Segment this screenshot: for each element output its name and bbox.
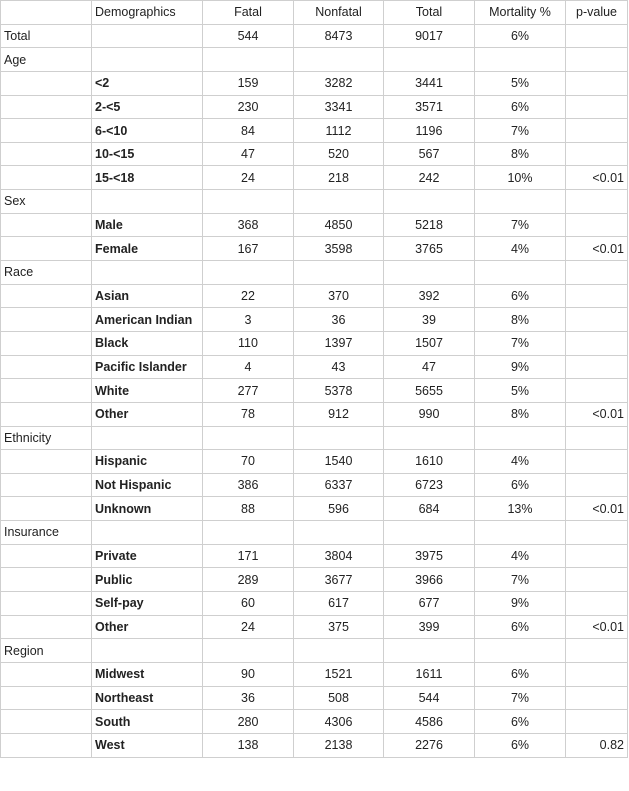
p-value-cell — [566, 95, 628, 119]
table-row — [1, 497, 628, 521]
group-label — [1, 308, 92, 332]
total-cell: 399 — [384, 615, 475, 639]
total-cell: 1611 — [384, 662, 475, 686]
p-value-cell — [566, 355, 628, 379]
table-row — [1, 95, 628, 119]
mortality-cell: 4% — [475, 450, 566, 474]
p-value-cell: <0.01 — [566, 402, 628, 426]
mortality-cell — [475, 48, 566, 72]
subgroup-label: 2-<5 — [92, 95, 203, 119]
group-row — [1, 190, 628, 214]
group-label: Sex — [1, 190, 92, 214]
subgroup-label: White — [92, 379, 203, 403]
group-label: Ethnicity — [1, 426, 92, 450]
table-row — [1, 450, 628, 474]
group-label: Region — [1, 639, 92, 663]
total-cell: 9017 — [384, 24, 475, 48]
total-cell — [384, 190, 475, 214]
nonfatal-cell: 1540 — [294, 450, 384, 474]
table-row — [1, 686, 628, 710]
mortality-cell: 6% — [475, 733, 566, 757]
fatal-cell: 24 — [203, 166, 294, 190]
subgroup-label: 6-<10 — [92, 119, 203, 143]
group-label — [1, 568, 92, 592]
group-label — [1, 166, 92, 190]
nonfatal-cell: 1112 — [294, 119, 384, 143]
nonfatal-cell: 4850 — [294, 213, 384, 237]
p-value-cell — [566, 331, 628, 355]
subgroup-label — [92, 639, 203, 663]
nonfatal-cell: 3341 — [294, 95, 384, 119]
fatal-cell — [203, 48, 294, 72]
table-row — [1, 308, 628, 332]
nonfatal-cell — [294, 521, 384, 545]
fatal-cell: 138 — [203, 733, 294, 757]
p-value-cell — [566, 190, 628, 214]
fatal-cell — [203, 639, 294, 663]
nonfatal-cell: 596 — [294, 497, 384, 521]
total-cell: 392 — [384, 284, 475, 308]
p-value-cell: 0.82 — [566, 733, 628, 757]
group-label — [1, 119, 92, 143]
fatal-cell: 60 — [203, 592, 294, 616]
subgroup-label: South — [92, 710, 203, 734]
group-label — [1, 402, 92, 426]
total-cell: 544 — [384, 686, 475, 710]
subgroup-label: Female — [92, 237, 203, 261]
nonfatal-cell: 370 — [294, 284, 384, 308]
mortality-cell: 9% — [475, 592, 566, 616]
nonfatal-cell: 4306 — [294, 710, 384, 734]
p-value-cell — [566, 48, 628, 72]
fatal-cell: 36 — [203, 686, 294, 710]
nonfatal-cell: 3598 — [294, 237, 384, 261]
total-cell: 5655 — [384, 379, 475, 403]
subgroup-label: Not Hispanic — [92, 473, 203, 497]
nonfatal-cell: 1521 — [294, 662, 384, 686]
column-header-total: Total — [384, 1, 475, 25]
total-cell — [384, 521, 475, 545]
nonfatal-cell: 375 — [294, 615, 384, 639]
nonfatal-cell: 2138 — [294, 733, 384, 757]
table-row — [1, 142, 628, 166]
total-cell: 47 — [384, 355, 475, 379]
mortality-cell: 6% — [475, 473, 566, 497]
subgroup-label: Male — [92, 213, 203, 237]
fatal-cell — [203, 190, 294, 214]
subgroup-label: American Indian — [92, 308, 203, 332]
table-row — [1, 710, 628, 734]
group-label — [1, 379, 92, 403]
total-cell: 1196 — [384, 119, 475, 143]
group-label — [1, 450, 92, 474]
mortality-cell: 6% — [475, 284, 566, 308]
table-row — [1, 733, 628, 757]
table-row — [1, 615, 628, 639]
column-header-mortality: Mortality % — [475, 1, 566, 25]
p-value-cell — [566, 142, 628, 166]
total-cell: 242 — [384, 166, 475, 190]
fatal-cell: 368 — [203, 213, 294, 237]
subgroup-label: <2 — [92, 71, 203, 95]
column-header-demographics: Demographics — [92, 1, 203, 25]
total-cell: 3765 — [384, 237, 475, 261]
mortality-cell: 6% — [475, 24, 566, 48]
total-cell: 6723 — [384, 473, 475, 497]
nonfatal-cell: 3677 — [294, 568, 384, 592]
mortality-cell: 6% — [475, 662, 566, 686]
nonfatal-cell: 3282 — [294, 71, 384, 95]
p-value-cell — [566, 24, 628, 48]
group-label — [1, 142, 92, 166]
subgroup-label — [92, 261, 203, 285]
fatal-cell: 544 — [203, 24, 294, 48]
nonfatal-cell: 520 — [294, 142, 384, 166]
mortality-cell: 5% — [475, 71, 566, 95]
p-value-cell — [566, 710, 628, 734]
table-row — [1, 473, 628, 497]
fatal-cell — [203, 261, 294, 285]
group-label: Age — [1, 48, 92, 72]
p-value-cell — [566, 213, 628, 237]
mortality-cell — [475, 261, 566, 285]
mortality-cell: 5% — [475, 379, 566, 403]
p-value-cell: <0.01 — [566, 237, 628, 261]
group-label — [1, 615, 92, 639]
total-cell: 1610 — [384, 450, 475, 474]
p-value-cell — [566, 662, 628, 686]
total-cell: 3975 — [384, 544, 475, 568]
mortality-cell: 10% — [475, 166, 566, 190]
p-value-cell: <0.01 — [566, 166, 628, 190]
subgroup-label: Private — [92, 544, 203, 568]
group-label — [1, 237, 92, 261]
group-label — [1, 710, 92, 734]
p-value-cell: <0.01 — [566, 497, 628, 521]
total-cell: 990 — [384, 402, 475, 426]
group-label — [1, 213, 92, 237]
fatal-cell: 110 — [203, 331, 294, 355]
total-cell — [384, 639, 475, 663]
fatal-cell: 78 — [203, 402, 294, 426]
table-row — [1, 331, 628, 355]
subgroup-label: Midwest — [92, 662, 203, 686]
p-value-cell — [566, 426, 628, 450]
subgroup-label: Hispanic — [92, 450, 203, 474]
mortality-cell: 7% — [475, 568, 566, 592]
subgroup-label: Other — [92, 615, 203, 639]
nonfatal-cell: 3804 — [294, 544, 384, 568]
nonfatal-cell: 508 — [294, 686, 384, 710]
nonfatal-cell: 6337 — [294, 473, 384, 497]
fatal-cell: 24 — [203, 615, 294, 639]
subgroup-label: Black — [92, 331, 203, 355]
table-row — [1, 166, 628, 190]
subgroup-label: West — [92, 733, 203, 757]
table-row — [1, 592, 628, 616]
total-cell: 677 — [384, 592, 475, 616]
group-row — [1, 426, 628, 450]
fatal-cell: 22 — [203, 284, 294, 308]
p-value-cell — [566, 639, 628, 663]
fatal-cell: 171 — [203, 544, 294, 568]
table-row — [1, 213, 628, 237]
group-row — [1, 521, 628, 545]
p-value-cell — [566, 473, 628, 497]
mortality-cell: 6% — [475, 710, 566, 734]
fatal-cell: 3 — [203, 308, 294, 332]
mortality-cell — [475, 426, 566, 450]
nonfatal-cell: 617 — [294, 592, 384, 616]
mortality-cell: 7% — [475, 213, 566, 237]
group-label — [1, 71, 92, 95]
header-blank-cell — [1, 1, 92, 25]
total-cell: 684 — [384, 497, 475, 521]
subgroup-label — [92, 426, 203, 450]
table-row — [1, 284, 628, 308]
table-row — [1, 544, 628, 568]
mortality-cell: 13% — [475, 497, 566, 521]
nonfatal-cell — [294, 190, 384, 214]
total-cell: 2276 — [384, 733, 475, 757]
group-row — [1, 24, 628, 48]
p-value-cell — [566, 261, 628, 285]
nonfatal-cell — [294, 261, 384, 285]
subgroup-label — [92, 24, 203, 48]
subgroup-label: Unknown — [92, 497, 203, 521]
p-value-cell — [566, 308, 628, 332]
table-row — [1, 379, 628, 403]
p-value-cell — [566, 686, 628, 710]
nonfatal-cell: 8473 — [294, 24, 384, 48]
group-label — [1, 592, 92, 616]
group-label — [1, 733, 92, 757]
table-row — [1, 402, 628, 426]
group-label — [1, 686, 92, 710]
table-row — [1, 662, 628, 686]
group-label: Total — [1, 24, 92, 48]
mortality-cell: 7% — [475, 331, 566, 355]
p-value-cell — [566, 379, 628, 403]
fatal-cell — [203, 521, 294, 545]
subgroup-label: Pacific Islander — [92, 355, 203, 379]
mortality-cell: 8% — [475, 308, 566, 332]
fatal-cell: 280 — [203, 710, 294, 734]
p-value-cell — [566, 119, 628, 143]
group-row — [1, 48, 628, 72]
table-row — [1, 568, 628, 592]
group-label: Insurance — [1, 521, 92, 545]
mortality-cell — [475, 639, 566, 663]
p-value-cell — [566, 521, 628, 545]
mortality-cell: 4% — [475, 237, 566, 261]
fatal-cell: 289 — [203, 568, 294, 592]
subgroup-label: 10-<15 — [92, 142, 203, 166]
fatal-cell: 88 — [203, 497, 294, 521]
group-label — [1, 497, 92, 521]
subgroup-label: Other — [92, 402, 203, 426]
mortality-cell: 7% — [475, 119, 566, 143]
total-cell: 1507 — [384, 331, 475, 355]
nonfatal-cell: 912 — [294, 402, 384, 426]
mortality-cell: 7% — [475, 686, 566, 710]
subgroup-label — [92, 521, 203, 545]
table-row — [1, 119, 628, 143]
subgroup-label — [92, 190, 203, 214]
mortality-cell: 6% — [475, 615, 566, 639]
nonfatal-cell: 5378 — [294, 379, 384, 403]
nonfatal-cell: 36 — [294, 308, 384, 332]
p-value-cell — [566, 71, 628, 95]
mortality-cell: 8% — [475, 142, 566, 166]
group-label — [1, 662, 92, 686]
total-cell: 3441 — [384, 71, 475, 95]
group-label — [1, 284, 92, 308]
fatal-cell — [203, 426, 294, 450]
group-label — [1, 355, 92, 379]
column-header-p-value: p-value — [566, 1, 628, 25]
table-header-row — [1, 1, 628, 25]
p-value-cell — [566, 284, 628, 308]
subgroup-label: Self-pay — [92, 592, 203, 616]
p-value-cell — [566, 450, 628, 474]
nonfatal-cell: 43 — [294, 355, 384, 379]
group-label: Race — [1, 261, 92, 285]
fatal-cell: 90 — [203, 662, 294, 686]
total-cell: 567 — [384, 142, 475, 166]
group-row — [1, 261, 628, 285]
total-cell — [384, 261, 475, 285]
fatal-cell: 386 — [203, 473, 294, 497]
group-label — [1, 331, 92, 355]
total-cell: 4586 — [384, 710, 475, 734]
nonfatal-cell — [294, 639, 384, 663]
mortality-cell: 6% — [475, 95, 566, 119]
total-cell: 3571 — [384, 95, 475, 119]
p-value-cell — [566, 592, 628, 616]
group-row — [1, 639, 628, 663]
group-label — [1, 473, 92, 497]
group-label — [1, 95, 92, 119]
subgroup-label: Public — [92, 568, 203, 592]
subgroup-label — [92, 48, 203, 72]
column-header-fatal: Fatal — [203, 1, 294, 25]
subgroup-label: Asian — [92, 284, 203, 308]
fatal-cell: 47 — [203, 142, 294, 166]
total-cell — [384, 48, 475, 72]
table-row — [1, 355, 628, 379]
fatal-cell: 230 — [203, 95, 294, 119]
mortality-cell — [475, 190, 566, 214]
mortality-cell — [475, 521, 566, 545]
total-cell — [384, 426, 475, 450]
table-row — [1, 71, 628, 95]
nonfatal-cell: 218 — [294, 166, 384, 190]
fatal-cell: 167 — [203, 237, 294, 261]
total-cell: 5218 — [384, 213, 475, 237]
nonfatal-cell — [294, 426, 384, 450]
nonfatal-cell — [294, 48, 384, 72]
p-value-cell — [566, 568, 628, 592]
fatal-cell: 4 — [203, 355, 294, 379]
subgroup-label: Northeast — [92, 686, 203, 710]
total-cell: 39 — [384, 308, 475, 332]
mortality-cell: 4% — [475, 544, 566, 568]
fatal-cell: 159 — [203, 71, 294, 95]
table-body — [1, 1, 628, 758]
mortality-cell: 8% — [475, 402, 566, 426]
subgroup-label: 15-<18 — [92, 166, 203, 190]
fatal-cell: 277 — [203, 379, 294, 403]
fatal-cell: 70 — [203, 450, 294, 474]
p-value-cell: <0.01 — [566, 615, 628, 639]
total-cell: 3966 — [384, 568, 475, 592]
p-value-cell — [566, 544, 628, 568]
nonfatal-cell: 1397 — [294, 331, 384, 355]
mortality-cell: 9% — [475, 355, 566, 379]
table-row — [1, 237, 628, 261]
fatal-cell: 84 — [203, 119, 294, 143]
column-header-nonfatal: Nonfatal — [294, 1, 384, 25]
group-label — [1, 544, 92, 568]
